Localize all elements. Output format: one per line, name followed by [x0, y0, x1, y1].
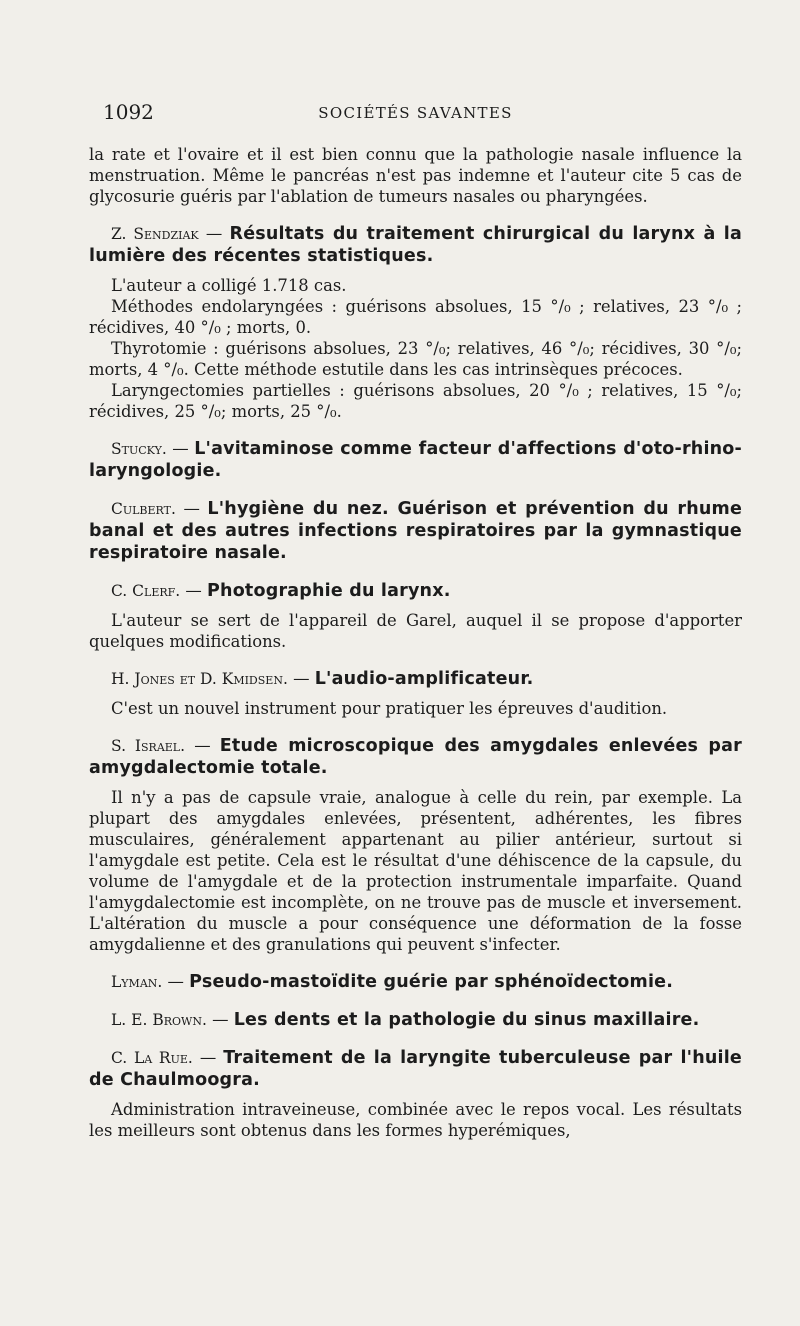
entry-paragraph: C'est un nouvel instrument pour pratiquer les épreuves d'audition.: [111, 699, 668, 718]
entry-author: Stucky.: [111, 440, 167, 458]
running-head: [89, 100, 742, 130]
entry-heading: [89, 971, 742, 993]
entry-author: L. E. Brown.: [111, 1011, 207, 1029]
entry-author: C. Clerf.: [111, 582, 181, 600]
entry-heading: [89, 438, 742, 482]
entry-paragraph: Laryngectomies partielles : guérisons absolues, 20 °/₀ ; relatives, 15 °/₀; récidives, 25 °/₀; morts, 25 °/₀.: [89, 381, 742, 421]
entry-heading: [89, 1047, 742, 1091]
entry-title: L'hygiène du nez. Guérison et prévention du rhume banal et des autres infections respiratoires par la gymnastique respiratoire nasale.: [89, 499, 743, 563]
entry-title: L'audio-amplificateur.: [314, 669, 534, 689]
entry-heading: [89, 668, 742, 690]
entry-title: Etude microscopique des amygdales enlevées par amygdalectomie totale.: [89, 736, 742, 778]
entry-separator: —: [192, 1048, 224, 1067]
entry-author: Lyman.: [111, 973, 163, 991]
entry-separator: —: [198, 224, 230, 243]
entry-title: Les dents et la pathologie du sinus maxillaire.: [233, 1010, 700, 1030]
entry-heading: [89, 1009, 742, 1031]
entry-separator: —: [180, 581, 208, 600]
entry-author: H. Jones et D. Kmidsen.: [111, 670, 288, 688]
entry-paragraph: Méthodes endolaryngées : guérisons absolues, 15 °/₀ ; relatives, 23 °/₀ ; récidives, 40 °/₀ ; morts, 0.: [89, 297, 742, 337]
entry-separator: —: [287, 669, 315, 688]
entry-author: Z. Sendziak: [111, 225, 199, 243]
entry-paragraph: Il n'y a pas de capsule vraie, analogue à celle du rein, par exemple. La plupart des amygdales enlevées, présentent, adhérentes, les fibres musculaires, généralement appartenant au pilier antérieur, surtout si l'amygdale est petite. Cela est le résultat d'une déhiscence de la capsule, du volume de l'amygdale et de la protection instrumentale imparfaite. Quand l'amygdalectomie est incomplète, on ne trouve pas de muscle et inversement. L'altération du muscle a pour conséquence une déformation de la fosse amygdalienne et des granulations qui peuvent s'infecter.: [89, 788, 742, 954]
entry-title: L'avitaminose comme facteur d'affections d'oto-rhino-laryngologie.: [89, 439, 742, 481]
entry-heading: [89, 735, 742, 779]
entry-title: Photographie du larynx.: [207, 581, 451, 601]
entry-title: Résultats du traitement chirurgical du larynx à la lumière des récentes statistiques.: [89, 224, 743, 266]
entry-paragraph: Thyrotomie : guérisons absolues, 23 °/₀; relatives, 46 °/₀; récidives, 30 °/₀; morts, 4 °/₀. Cette méthode estutile dans les cas intrinsèques précoces.: [89, 339, 742, 379]
entry-separator: —: [185, 736, 220, 755]
entry-title: Pseudo-mastoïdite guérie par sphénoïdectomie.: [189, 972, 674, 992]
entry-paragraph: L'auteur a colligé 1.718 cas.: [111, 276, 347, 295]
entry-separator: —: [206, 1010, 234, 1029]
entry-author: S. Israel.: [111, 737, 186, 755]
entry-separator: —: [175, 499, 208, 518]
entry-author: Culbert.: [111, 500, 176, 518]
entry-title: Traitement de la laryngite tuberculeuse par l'huile de Chaulmoogra.: [89, 1048, 742, 1090]
entry-separator: —: [166, 439, 195, 458]
entry-heading: [89, 498, 742, 564]
entry-heading: [89, 580, 742, 602]
entry-paragraph: Administration intraveineuse, combinée avec le repos vocal. Les résultats les meilleurs sont obtenus dans les formes hyperémiques,: [89, 1100, 742, 1140]
entry-author: C. La Rue.: [111, 1049, 193, 1067]
entry-separator: —: [162, 972, 190, 991]
intro-paragraph: la rate et l'ovaire et il est bien connu que la pathologie nasale influence la menstruation. Même le pancréas n'est pas indemne et l'auteur cite 5 cas de glycosurie guéris par l'ablation de tumeurs nasales ou pharyngées.: [89, 145, 742, 206]
entry-paragraph: L'auteur se sert de l'appareil de Garel, auquel il se propose d'apporter quelques modifications.: [89, 611, 742, 651]
entry-heading: [89, 223, 742, 267]
running-title: SOCIÉTÉS SAVANTES: [318, 104, 513, 122]
page-number: 1092: [103, 100, 154, 124]
